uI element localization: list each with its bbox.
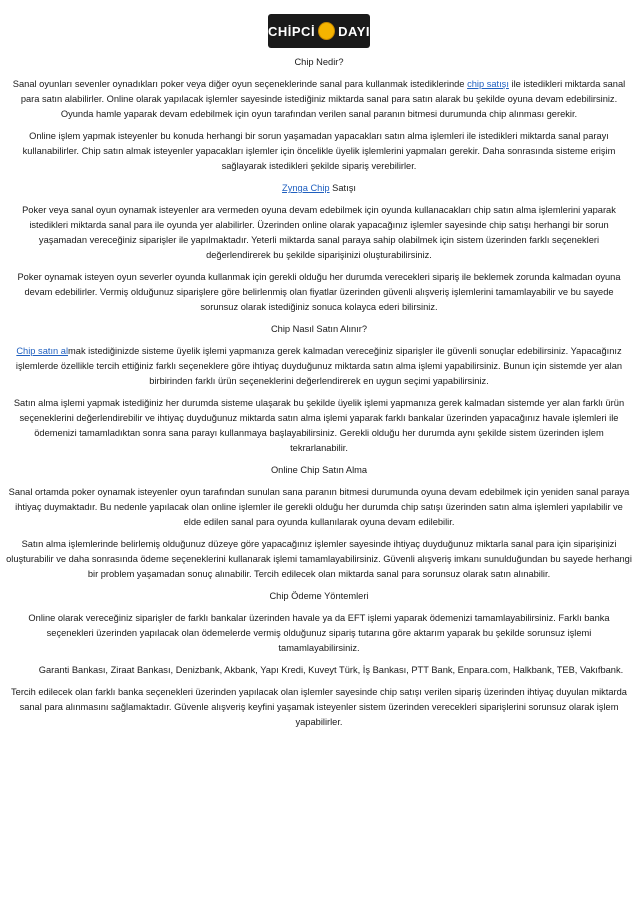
article-body bbox=[6, 55, 632, 737]
paragraph bbox=[6, 344, 632, 389]
heading-chip-nasil: Chip Nasıl Satın Alınır? bbox=[270, 324, 368, 334]
paragraph: Satın alma işlemlerinde belirlemiş olduğunuz düzeye göre yapacağınız işlemler sayesinde ihtiyaç duyduğunuz miktarla sanal para için siparişinizi oluşturabilir ve daha sonrasında ödeme seçeneklerini kullanarak işlemi tamamlayabilirsiniz. Güvenli alışveriş imkanı sunulduğundan bu sayede herhangi bir problem yaşamadan sonuç alınabilir. Tercih edilecek olan miktarda sanal para sorunsuz olarak satın alınabilir. bbox=[6, 539, 632, 579]
mascot-icon bbox=[318, 22, 335, 40]
bank-list: Garanti Bankası, Ziraat Bankası, Denizbank, Akbank, Yapı Kredi, Kuveyt Türk, İş Bankası, PTT Bank, Enpara.com, Halkbank, TEB, Vakıfbank. bbox=[38, 665, 624, 675]
heading-chip-nedir: Chip Nedir? bbox=[294, 57, 344, 67]
text-run: Sanal oyunları sevenler oynadıkları poker veya diğer oyun seçeneklerinde sanal para kullanmak istediklerinde bbox=[12, 79, 468, 89]
heading-online-chip: Online Chip Satın Alma bbox=[270, 465, 368, 475]
paragraph: Sanal ortamda poker oynamak isteyenler oyun tarafından sunulan sana paranın bitmesi durumunda oyuna devam edebilmek için yeniden sanal paraya ihtiyaç duymaktadır. Bu nedenle yapılacak olan online işlemler ile gerekli olduğu her durumda chip satışı üzerinden satın alma işlemleri yapılabilir ve elde edilen sanal para oyunda kullanılarak oyuna devam edilebilir. bbox=[8, 487, 630, 527]
paragraph: Online işlem yapmak isteyenler bu konuda herhangi bir sorun yaşamadan yapacakları satın alma işlemleri ile istedikleri miktarda sanal parayı kullanabilirler. Chip satın almak isteyenler yapacakları işlemler için öncelikle üyelik işlemlerini yapmaları gerekir. Daha sonrasında sisteme erişim sağlayarak istedikleri şekilde sipariş verebilirler. bbox=[22, 131, 616, 171]
paragraph bbox=[6, 77, 632, 122]
paragraph: Poker oynamak isteyen oyun severler oyunda kullanmak için gerekli olduğu her durumda verecekleri sipariş ile beklemek zorunda kalmadan oyuna devam edebilirler. Vermiş olduğunuz siparişlere göre belirlenmiş olan fiyatlar üzerinden güvenli alışveriş işlemlerini tamamlayabilir ve bu sayede sorunsuz olarak istediğiniz sonuca kolayca ederi bilirsiniz. bbox=[17, 272, 621, 312]
logo-text-right: DAYI bbox=[338, 23, 370, 39]
chip-satisi-link[interactable]: chip satışı bbox=[467, 79, 509, 89]
heading-text: Satışı bbox=[329, 183, 356, 193]
logo-text-left: CHİPCİ bbox=[268, 23, 316, 39]
text-run: mak istediğinizde sisteme üyelik işlemi yapmanıza gerek kalmadan vereceğiniz siparişler ile güvenli sonuçlar edebilirsiniz. Yapacağınız işlemlerde özellikle tercih ettiğiniz farklı seçeneklere göre ihtiyaç duyduğunuz miktarda satın alma işlemi yapabilirsiniz. Bunun için sistemde yer alan birbirinden farklı ürün seçeneklerini değerlendirerek en uygun seçimi yapabilirsiniz. bbox=[15, 346, 623, 386]
text-run: ile istedikleri miktarda sanal para satın alabilirler. Online olarak yapılacak işlemler sayesinde istediğiniz miktarda sanal para satın alarak bu şekilde oyuna devam edebilirsiniz. Oyunda hamle yaparak devam edebilmek için oyun tarafından verilen sanal paranın bitmesi durumunda chip alınması gerekir. bbox=[20, 79, 626, 119]
paragraph: Poker veya sanal oyun oynamak isteyenler ara vermeden oyuna devam edebilmek için oyunda kullanacakları chip satın alma işlemlerini yaparak istedikleri miktarda sanal para ile oyunda yer alabilirler. Üzerinden online olarak yapacağınız işlemler sayesinde chip satışı herhangi bir sorun yaşamadan vereceğiniz siparişler ile yapılmaktadır. Yeterli miktarda sanal paraya sahip olabilmek için sistem üzerinden farklı seçenekleri değerlendirerek bu şekilde siparişinizi oluşturabilirsiniz. bbox=[22, 205, 616, 260]
paragraph: Online olarak vereceğiniz siparişler de farklı bankalar üzerinden havale ya da EFT işlemi yaparak ödemenizi tamamlayabilirsiniz. Farklı banka seçenekleri üzerinden yapılacak olan ödemelerde vermiş olduğunuz sipariş tutarına göre aktarım yaparak bu şekilde sorunsuz işlemi tamamlayabilirsiniz. bbox=[28, 613, 610, 653]
heading-odeme: Chip Ödeme Yöntemleri bbox=[269, 591, 369, 601]
logo-badge bbox=[268, 14, 370, 48]
zynga-chip-link[interactable]: Zynga Chip bbox=[282, 183, 330, 193]
paragraph: Tercih edilecek olan farklı banka seçenekleri üzerinden yapılacak olan işlemler sayesinde chip satışı verilen sipariş üzerinden ihtiyaç duyulan miktarda sanal para alınmasını sağlamaktadır. Güvenle alışveriş keyfini yaşamak isteyenler sistem üzerinden verecekleri siparişlerini sorunsuz olarak işlem yapabilirler. bbox=[11, 687, 627, 727]
site-logo[interactable] bbox=[268, 14, 370, 48]
heading-zynga-chip bbox=[6, 181, 632, 196]
chip-satin-al-link[interactable]: Chip satın al bbox=[16, 346, 69, 356]
paragraph: Satın alma işlemi yapmak istediğiniz her durumda sisteme ulaşarak bu şekilde üyelik işlemi yapmanıza gerek kalmadan sistemde yer alan farklı ürün seçeneklerini değerlendirebilir ve ihtiyaç duyduğunuz miktarda satın alma işlemi yaparak farklı bankalar üzerinden yapacağınız havale işlemleri ile ödemenizi tamamladıktan sonra sana parayı kullanmaya başlayabilirsiniz. Gerekli olduğu her durumda aynı şekilde sistem üzerinden işlem tekrarlanabilir. bbox=[13, 398, 625, 453]
